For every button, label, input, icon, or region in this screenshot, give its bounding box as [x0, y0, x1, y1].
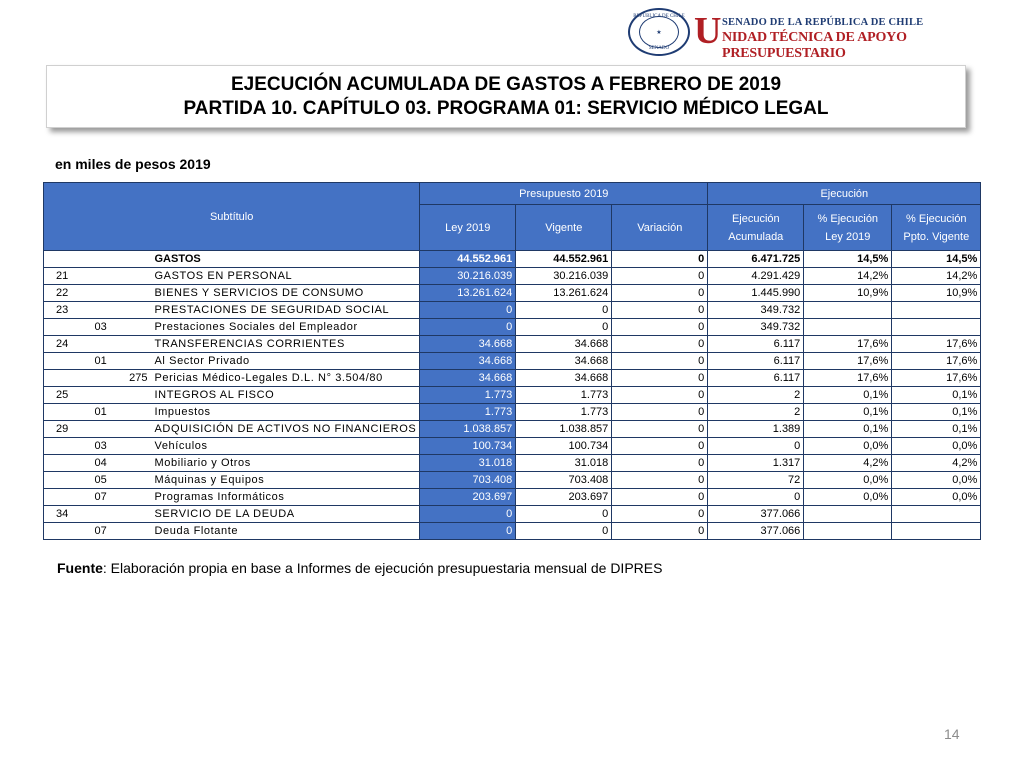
header-pct-vigente: % Ejecución Ppto. Vigente [892, 205, 981, 251]
cell-c1 [44, 438, 92, 455]
cell-pct_ley: 10,9% [804, 285, 892, 302]
cell-pct_vig [892, 523, 981, 540]
cell-pct_ley: 17,6% [804, 336, 892, 353]
cell-c2: 05 [92, 472, 122, 489]
cell-c2: 07 [92, 489, 122, 506]
table-row [44, 438, 981, 455]
cell-c2 [92, 421, 122, 438]
cell-pct_ley: 0,0% [804, 438, 892, 455]
cell-ejec: 377.066 [708, 523, 804, 540]
cell-ley: 34.668 [420, 353, 516, 370]
cell-variacion: 0 [612, 370, 708, 387]
cell-pct_ley: 17,6% [804, 370, 892, 387]
cell-variacion: 0 [612, 489, 708, 506]
cell-pct_ley [804, 319, 892, 336]
cell-c3 [122, 438, 152, 455]
table-row [44, 455, 981, 472]
cell-c1 [44, 523, 92, 540]
table-row [44, 336, 981, 353]
cell-pct_vig [892, 319, 981, 336]
cell-c3 [122, 489, 152, 506]
cell-name: Máquinas y Equipos [152, 472, 420, 489]
cell-ley: 0 [420, 319, 516, 336]
cell-name: TRANSFERENCIAS CORRIENTES [152, 336, 420, 353]
cell-name: INTEGROS AL FISCO [152, 387, 420, 404]
cell-pct_vig: 14,2% [892, 268, 981, 285]
cell-name: BIENES Y SERVICIOS DE CONSUMO [152, 285, 420, 302]
cell-ley: 1.038.857 [420, 421, 516, 438]
cell-ley: 34.668 [420, 370, 516, 387]
cell-variacion: 0 [612, 523, 708, 540]
cell-c2: 03 [92, 438, 122, 455]
cell-c1 [44, 489, 92, 506]
cell-pct_ley: 14,5% [804, 251, 892, 268]
cell-pct_vig: 4,2% [892, 455, 981, 472]
cell-ejec: 1.317 [708, 455, 804, 472]
cell-c1: 22 [44, 285, 92, 302]
cell-vigente: 34.668 [516, 336, 612, 353]
seal-bottom-text: SENADO [648, 46, 670, 51]
cell-variacion: 0 [612, 251, 708, 268]
logo-senado-text: SENADO DE LA REPÚBLICA DE CHILE [722, 17, 924, 28]
cell-c3 [122, 336, 152, 353]
cell-vigente: 0 [516, 506, 612, 523]
cell-c1 [44, 472, 92, 489]
page-number: 14 [944, 726, 960, 742]
source-note [57, 560, 662, 576]
cell-c3 [122, 506, 152, 523]
cell-c2 [92, 370, 122, 387]
cell-c2: 07 [92, 523, 122, 540]
cell-ejec: 2 [708, 404, 804, 421]
cell-ejec: 6.117 [708, 353, 804, 370]
cell-ejec: 1.445.990 [708, 285, 804, 302]
cell-c2: 03 [92, 319, 122, 336]
cell-c2: 01 [92, 353, 122, 370]
cell-pct_vig: 17,6% [892, 353, 981, 370]
cell-pct_ley: 17,6% [804, 353, 892, 370]
cell-c2 [92, 336, 122, 353]
header-pct-ley: % Ejecución Ley 2019 [804, 205, 892, 251]
header-group-presupuesto: Presupuesto 2019 [420, 183, 708, 205]
table-row [44, 472, 981, 489]
cell-pct_ley [804, 506, 892, 523]
cell-c1 [44, 404, 92, 421]
cell-ley: 13.261.624 [420, 285, 516, 302]
cell-ley: 0 [420, 506, 516, 523]
cell-name: PRESTACIONES DE SEGURIDAD SOCIAL [152, 302, 420, 319]
cell-variacion: 0 [612, 438, 708, 455]
table-row [44, 353, 981, 370]
table-row [44, 387, 981, 404]
cell-ley: 0 [420, 523, 516, 540]
cell-c2 [92, 285, 122, 302]
table-row [44, 421, 981, 438]
table-row [44, 370, 981, 387]
table-row [44, 506, 981, 523]
cell-pct_ley: 0,1% [804, 421, 892, 438]
table-row [44, 302, 981, 319]
cell-vigente: 703.408 [516, 472, 612, 489]
source-text: : Elaboración propia en base a Informes de ejecución presupuestaria mensual de DIPRES [102, 560, 663, 576]
cell-pct_ley: 0,0% [804, 489, 892, 506]
cell-c2 [92, 387, 122, 404]
cell-ejec: 4.291.429 [708, 268, 804, 285]
cell-pct_vig [892, 302, 981, 319]
units-label: en miles de pesos 2019 [55, 156, 211, 172]
cell-ejec: 2 [708, 387, 804, 404]
cell-vigente: 34.668 [516, 353, 612, 370]
cell-c3 [122, 404, 152, 421]
header-vigente: Vigente [516, 205, 612, 251]
cell-variacion: 0 [612, 319, 708, 336]
cell-c2: 01 [92, 404, 122, 421]
cell-vigente: 30.216.039 [516, 268, 612, 285]
cell-name: GASTOS [152, 251, 420, 268]
cell-c1: 34 [44, 506, 92, 523]
table-row [44, 285, 981, 302]
cell-c3 [122, 455, 152, 472]
cell-c1 [44, 455, 92, 472]
table-row [44, 251, 981, 268]
cell-pct_vig: 0,1% [892, 421, 981, 438]
cell-ley: 703.408 [420, 472, 516, 489]
cell-c1: 21 [44, 268, 92, 285]
cell-pct_vig: 0,0% [892, 489, 981, 506]
cell-ejec: 349.732 [708, 319, 804, 336]
cell-c3 [122, 319, 152, 336]
cell-pct_vig: 17,6% [892, 370, 981, 387]
cell-pct_ley: 0,1% [804, 387, 892, 404]
cell-vigente: 203.697 [516, 489, 612, 506]
cell-vigente: 1.038.857 [516, 421, 612, 438]
table-row [44, 319, 981, 336]
table-row [44, 404, 981, 421]
cell-c2 [92, 251, 122, 268]
cell-vigente: 1.773 [516, 404, 612, 421]
cell-c3 [122, 251, 152, 268]
cell-variacion: 0 [612, 455, 708, 472]
logo-unidad-text: NIDAD TÉCNICA DE APOYO PRESUPUESTARIO [722, 30, 907, 61]
seal-top-text: REPÚBLICA DE CHILE [633, 14, 685, 19]
cell-vigente: 44.552.961 [516, 251, 612, 268]
cell-name: Deuda Flotante [152, 523, 420, 540]
cell-ejec: 6.117 [708, 370, 804, 387]
cell-c2 [92, 268, 122, 285]
cell-vigente: 0 [516, 523, 612, 540]
cell-vigente: 1.773 [516, 387, 612, 404]
cell-c2 [92, 506, 122, 523]
cell-ley: 1.773 [420, 404, 516, 421]
cell-c3 [122, 523, 152, 540]
header-ley: Ley 2019 [420, 205, 516, 251]
cell-name: Impuestos [152, 404, 420, 421]
cell-c3: 275 [122, 370, 152, 387]
cell-c2: 04 [92, 455, 122, 472]
cell-c2 [92, 302, 122, 319]
cell-pct_ley [804, 302, 892, 319]
cell-name: Prestaciones Sociales del Empleador [152, 319, 420, 336]
cell-pct_ley: 0,0% [804, 472, 892, 489]
seal-emblem-icon: ★ [639, 16, 679, 48]
cell-variacion: 0 [612, 336, 708, 353]
cell-c3 [122, 268, 152, 285]
cell-variacion: 0 [612, 506, 708, 523]
cell-pct_vig: 0,1% [892, 387, 981, 404]
cell-c1: 29 [44, 421, 92, 438]
cell-c3 [122, 387, 152, 404]
cell-ejec: 6.471.725 [708, 251, 804, 268]
source-label: Fuente [57, 560, 103, 576]
cell-c3 [122, 285, 152, 302]
header-ejecucion-acumulada: Ejecución Acumulada [708, 205, 804, 251]
cell-name: Programas Informáticos [152, 489, 420, 506]
cell-ley: 1.773 [420, 387, 516, 404]
cell-c3 [122, 472, 152, 489]
cell-name: SERVICIO DE LA DEUDA [152, 506, 420, 523]
cell-vigente: 0 [516, 319, 612, 336]
cell-ley: 203.697 [420, 489, 516, 506]
cell-pct_ley: 14,2% [804, 268, 892, 285]
cell-name: Al Sector Privado [152, 353, 420, 370]
cell-pct_vig: 0,1% [892, 404, 981, 421]
cell-pct_ley: 4,2% [804, 455, 892, 472]
cell-variacion: 0 [612, 302, 708, 319]
cell-c1: 24 [44, 336, 92, 353]
cell-ley: 31.018 [420, 455, 516, 472]
cell-ley: 34.668 [420, 336, 516, 353]
cell-ley: 44.552.961 [420, 251, 516, 268]
cell-c1 [44, 370, 92, 387]
cell-ejec: 349.732 [708, 302, 804, 319]
cell-variacion: 0 [612, 285, 708, 302]
cell-ejec: 0 [708, 438, 804, 455]
cell-name: Mobiliario y Otros [152, 455, 420, 472]
cell-c1 [44, 353, 92, 370]
cell-ejec: 6.117 [708, 336, 804, 353]
cell-variacion: 0 [612, 387, 708, 404]
cell-pct_vig: 0,0% [892, 472, 981, 489]
cell-vigente: 0 [516, 302, 612, 319]
table-row [44, 489, 981, 506]
cell-pct_vig: 17,6% [892, 336, 981, 353]
cell-pct_ley: 0,1% [804, 404, 892, 421]
cell-variacion: 0 [612, 353, 708, 370]
table-row [44, 523, 981, 540]
cell-vigente: 34.668 [516, 370, 612, 387]
cell-variacion: 0 [612, 404, 708, 421]
cell-variacion: 0 [612, 421, 708, 438]
header-subtitulo: Subtítulo [44, 183, 420, 251]
slide-title-box [46, 65, 966, 128]
cell-ejec: 0 [708, 489, 804, 506]
cell-name: ADQUISICIÓN DE ACTIVOS NO FINANCIEROS [152, 421, 420, 438]
table-row [44, 268, 981, 285]
logo-letter: U [694, 10, 722, 52]
cell-vigente: 100.734 [516, 438, 612, 455]
cell-c3 [122, 353, 152, 370]
cell-vigente: 13.261.624 [516, 285, 612, 302]
cell-variacion: 0 [612, 472, 708, 489]
cell-vigente: 31.018 [516, 455, 612, 472]
cell-ley: 30.216.039 [420, 268, 516, 285]
cell-variacion: 0 [612, 268, 708, 285]
cell-ley: 0 [420, 302, 516, 319]
cell-name: Vehículos [152, 438, 420, 455]
cell-pct_vig: 14,5% [892, 251, 981, 268]
cell-ejec: 72 [708, 472, 804, 489]
budget-execution-table [43, 182, 981, 540]
cell-name: Pericias Médico-Legales D.L. N° 3.504/80 [152, 370, 420, 387]
cell-ejec: 1.389 [708, 421, 804, 438]
cell-ejec: 377.066 [708, 506, 804, 523]
cell-ley: 100.734 [420, 438, 516, 455]
cell-pct_vig: 10,9% [892, 285, 981, 302]
header-group-ejecucion: Ejecución [708, 183, 981, 205]
cell-c3 [122, 302, 152, 319]
slide-title-line2: PARTIDA 10. CAPÍTULO 03. PROGRAMA 01: SERVICIO MÉDICO LEGAL [183, 97, 829, 119]
slide-title-line1: EJECUCIÓN ACUMULADA DE GASTOS A FEBRERO DE 2019 [230, 73, 782, 95]
cell-pct_ley [804, 523, 892, 540]
cell-c1 [44, 251, 92, 268]
cell-c3 [122, 421, 152, 438]
header-variacion: Variación [612, 205, 708, 251]
cell-c1: 25 [44, 387, 92, 404]
cell-c1: 23 [44, 302, 92, 319]
cell-pct_vig: 0,0% [892, 438, 981, 455]
cell-pct_vig [892, 506, 981, 523]
cell-c1 [44, 319, 92, 336]
senado-seal-logo [628, 8, 690, 56]
cell-name: GASTOS EN PERSONAL [152, 268, 420, 285]
